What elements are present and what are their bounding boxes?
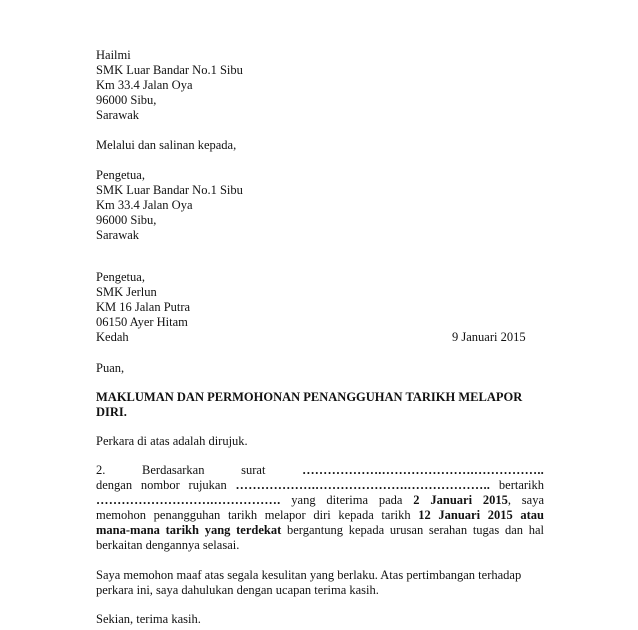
sender-name: Hailmi bbox=[96, 48, 131, 62]
para2-bold-text: mana-mana tarikh yang terdekat bbox=[96, 523, 282, 537]
para2-text: , saya bbox=[507, 493, 545, 507]
blank-dots: ……………………….……………. bbox=[96, 493, 281, 507]
sender-line: SMK Luar Bandar No.1 Sibu bbox=[96, 63, 243, 77]
via-line: Sarawak bbox=[96, 228, 140, 242]
sender-line: Sarawak bbox=[96, 108, 140, 122]
opening-line: Perkara di atas adalah dirujuk. bbox=[96, 434, 248, 448]
para2-text: bergantung kepada urusan serahan tugas dan hal bbox=[287, 523, 544, 537]
via-label: Melalui dan salinan kepada, bbox=[96, 138, 237, 152]
para2-line bbox=[96, 508, 544, 523]
date-received: 2 Januari 2015 bbox=[413, 493, 508, 507]
via-title: Pengetua, bbox=[96, 168, 145, 182]
sender-line: 96000 Sibu, bbox=[96, 93, 157, 107]
letter-date: 9 Januari 2015 bbox=[452, 330, 526, 344]
recipient-title: Pengetua, bbox=[96, 270, 145, 284]
blank-dots: ……………….………………….…………….. bbox=[302, 463, 544, 477]
via-line: Km 33.4 Jalan Oya bbox=[96, 198, 193, 212]
sender-line: Km 33.4 Jalan Oya bbox=[96, 78, 193, 92]
para3-line: Saya memohon maaf atas segala kesulitan yang berlaku. Atas pertimbangan terhadap bbox=[96, 568, 522, 582]
recipient-line: SMK Jerlun bbox=[96, 285, 157, 299]
recipient-line: 06150 Ayer Hitam bbox=[96, 315, 188, 329]
para2-word: Berdasarkan bbox=[142, 463, 205, 477]
para2-line bbox=[96, 523, 544, 538]
recipient-line: KM 16 Jalan Putra bbox=[96, 300, 191, 314]
para2-text: bertarikh bbox=[498, 478, 545, 492]
para-number: 2. bbox=[96, 463, 106, 477]
para2-text: memohon penangguhan tarikh melapor diri kepada tarikh bbox=[96, 508, 411, 522]
via-line: 96000 Sibu, bbox=[96, 213, 157, 227]
subject-line: MAKLUMAN DAN PERMOHONAN PENANGGUHAN TARIKH MELAPOR bbox=[96, 390, 523, 404]
para2-line: berkaitan dengannya selasai. bbox=[96, 538, 240, 552]
para2-line bbox=[96, 493, 544, 508]
salutation: Puan, bbox=[96, 361, 125, 375]
blank-dots: ……………….………………….……………….. bbox=[235, 478, 491, 492]
para2-line bbox=[96, 463, 544, 478]
closing-line: Sekian, terima kasih. bbox=[96, 612, 201, 626]
via-line: SMK Luar Bandar No.1 Sibu bbox=[96, 183, 243, 197]
subject-line: DIRI. bbox=[96, 405, 127, 419]
para2-text: dengan nombor rujukan bbox=[96, 478, 227, 492]
para2-line bbox=[96, 478, 544, 493]
new-report-date: 12 Januari 2015 atau bbox=[418, 508, 544, 522]
para3-line: perkara ini, saya dahulukan dengan ucapan terima kasih. bbox=[96, 583, 379, 597]
para2-word: surat bbox=[241, 463, 266, 477]
recipient-line: Kedah bbox=[96, 330, 129, 344]
para2-text: yang diterima pada bbox=[291, 493, 403, 507]
